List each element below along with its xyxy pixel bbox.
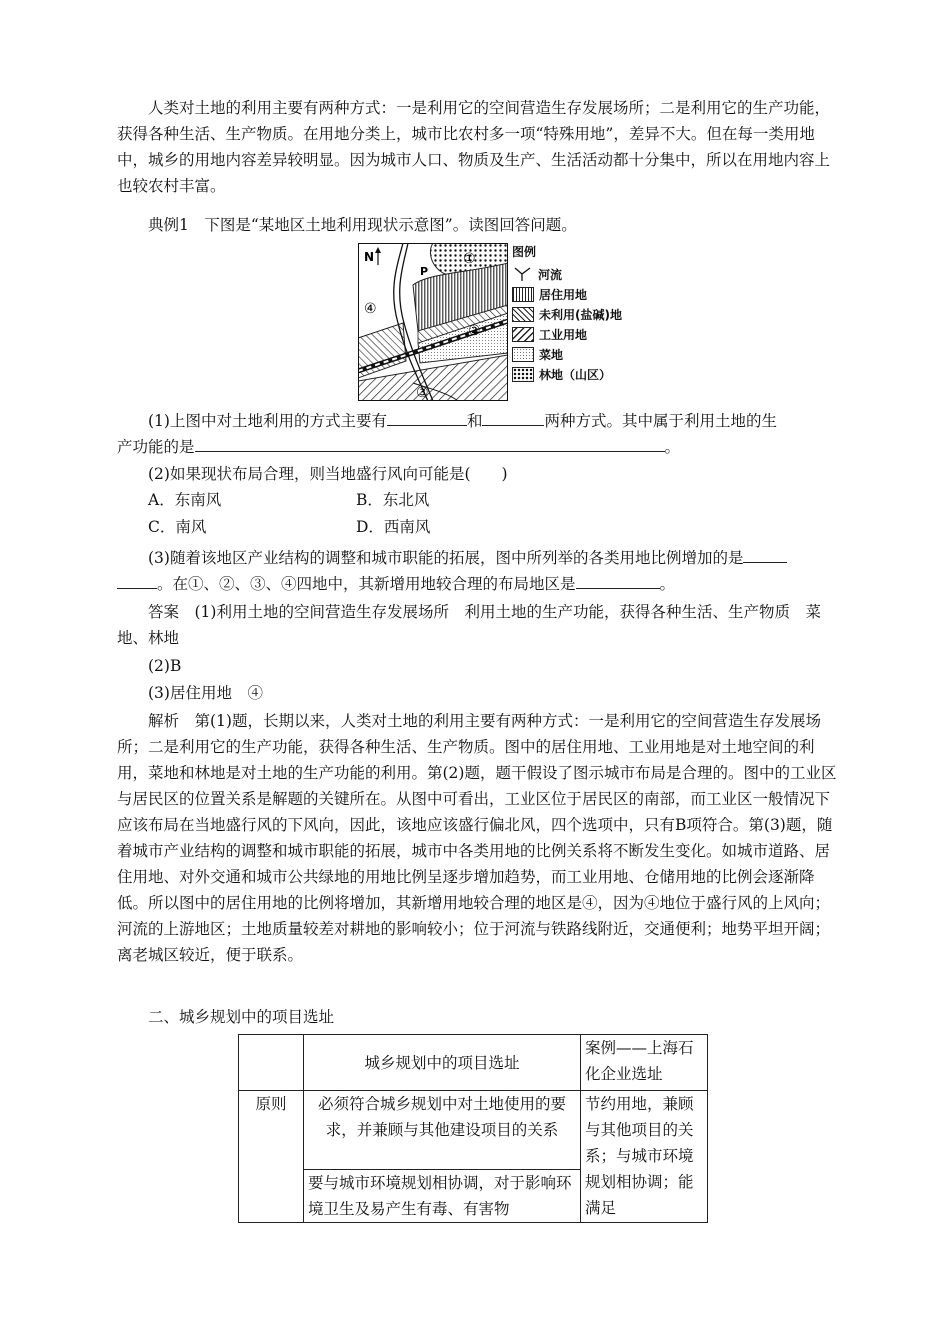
region-4-label: ④ — [364, 301, 377, 317]
option-b[interactable]: B．东北风 — [356, 491, 430, 509]
site-selection-table — [238, 1034, 708, 1223]
region-2-label: ② — [468, 323, 481, 339]
table-cell-principle-1: 必须符合城乡规划中对土地使用的要求，并兼顾与其他建设项目的关系 — [304, 1091, 581, 1170]
legend-title: 图例 — [512, 245, 537, 259]
table-header-empty — [239, 1035, 304, 1091]
answer-blank[interactable] — [743, 546, 787, 563]
answer-blank[interactable] — [117, 572, 157, 589]
table-row-label: 原则 — [239, 1091, 304, 1223]
answer-blank[interactable] — [387, 409, 467, 426]
answer-line-1: 答案 (1)利用土地的空间营造生存发展场所 利用土地的生产功能，获得各种生活、生产物质 菜地、林地 — [117, 603, 821, 647]
legend-item-residential: 居住用地 — [512, 284, 642, 304]
legend-item-unused: 未利用(盐碱)地 — [512, 304, 642, 324]
table-cell-principle-2: 要与城市环境规划相协调，对于影响环境卫生及易产生有毒、有害物 — [304, 1170, 581, 1223]
question-3-line-2: 。在①、②、③、④四地中，其新增用地较合理的布局地区是 。 — [117, 571, 675, 597]
table-header-col2: 城乡规划中的项目选址 — [304, 1035, 581, 1091]
example-title: 典例1 下图是“某地区土地利用现状示意图”。读图回答问题。 — [148, 216, 577, 234]
legend-item-industrial: 工业用地 — [512, 324, 642, 344]
forest-swatch-icon — [512, 367, 534, 382]
option-c[interactable]: C．南风 — [148, 518, 207, 536]
option-d[interactable]: D．西南风 — [356, 518, 431, 536]
answer-blank[interactable] — [195, 435, 665, 452]
north-label: N — [364, 250, 375, 264]
map-legend — [512, 243, 642, 384]
legend-item-vegetable: 菜地 — [512, 344, 642, 364]
question-2-stem: (2)如果现状布局合理，则当地盛行风向可能是( ) — [148, 465, 508, 483]
question-1-line-1: (1)上图中对土地利用的方式主要有 和 两种方式。其中属于利用土地的生 — [148, 408, 777, 434]
table-cell-case: 节约用地，兼顾与其他项目的关系；与城市环境规划相协调；能满足 — [581, 1091, 708, 1223]
analysis-paragraph: 解析 第(1)题，长期以来，人类对土地的利用主要有两种方式：一是利用它的空间营造生存发展场所；二是利用它的生产功能，获得各种生活、生产物质。图中的居住用地、工业用地是对土地空间的利用，菜地和林地是对土地的生产功能的利用。第(2)题，题干假设了图示城市布局是合理的。图中的工业区与居民区的位置关系是解题的关键所在。从图中可看出，工业区位于居民区的南部，而工业区一般情况下应该布局在当地盛行风的下风向，因此，该地应该盛行偏北风，四个选项中，只有B项符合。第(3)题，随着城市产业结构的调整和城市职能的拓展，城市中各类用地的比例关系将不断发生变化。如城市道路、居住用地、对外交通和城市公共绿地的用地比例呈逐步增加趋势，而工业用地、仓储用地的比例会逐渐降低。所以图中的居住用地的比例将增加，其新增用地较合理的地区是④，因为④地位于盛行风的上风向；河流的上游地区；土地质量较差对耕地的影响较小；位于河流与铁路线附近，交通便利；地势平坦开阔；离老城区较近，便于联系。 — [117, 712, 837, 964]
land-use-map — [358, 243, 508, 401]
table-header-col3: 案例——上海石化企业选址 — [581, 1035, 708, 1091]
option-a[interactable]: A．东南风 — [148, 491, 222, 509]
river-icon — [512, 267, 534, 281]
intro-paragraph: 人类对土地的利用主要有两种方式：一是利用它的空间营造生存发展场所；二是利用它的生产功能，获得各种生活、生产物质。在用地分类上，城市比农村多一项“特殊用地”，差异不大。但在每一类用地中，城乡的用地内容差异较明显。因为城市人口、物质及生产、生活活动都十分集中，所以在用地内容上也较农村丰富。 — [117, 99, 831, 195]
answer-line-2: (2)B — [148, 657, 182, 675]
region-1-label: ① — [463, 251, 476, 267]
section-title: 二、城乡规划中的项目选址 — [148, 1008, 335, 1026]
point-p-label: P — [420, 265, 429, 278]
answer-blank[interactable] — [576, 572, 660, 589]
region-3-label: ③ — [416, 385, 429, 401]
vegetable-swatch-icon — [512, 347, 534, 362]
residential-swatch-icon — [512, 287, 534, 302]
unused-swatch-icon — [512, 307, 534, 322]
answer-blank[interactable] — [482, 409, 544, 426]
land-use-figure — [358, 243, 638, 401]
answer-line-3: (3)居住用地 ④ — [148, 684, 263, 702]
question-1-line-2: 产功能的是 。 — [117, 434, 680, 460]
legend-item-river: 河流 — [512, 264, 642, 284]
industrial-swatch-icon — [512, 327, 534, 342]
question-3-line-1: (3)随着该地区产业结构的调整和城市职能的拓展，图中所列举的各类用地比例增加的是 — [148, 545, 787, 571]
legend-item-forest: 林地（山区） — [512, 364, 642, 384]
